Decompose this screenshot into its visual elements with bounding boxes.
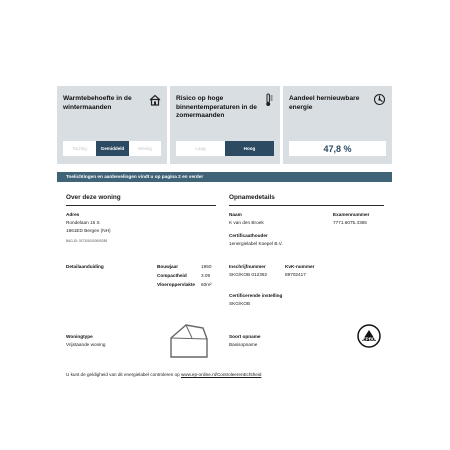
footer-note xyxy=(66,372,261,377)
warmtebehoefte-title: Warmtebehoefte in de wintermaanden xyxy=(63,95,132,111)
hernieuwbaar-value: 47,8 % xyxy=(289,141,386,156)
left-divider xyxy=(66,205,216,206)
over-woning-heading: Over deze woning xyxy=(66,194,121,201)
metric-boxes xyxy=(57,86,392,166)
warmtebehoefte-box xyxy=(57,86,167,164)
detail-label: Detailaanduiding xyxy=(66,264,104,269)
compactheid-label: Compactheid xyxy=(157,273,187,278)
inschrijfnummer-value: SKG/KOB 012382 xyxy=(229,272,268,277)
kvk-label: KvK-nummer xyxy=(285,264,315,269)
naam-value: K van den Broek xyxy=(229,220,264,225)
bouwjaar-label: Bouwjaar xyxy=(157,264,179,269)
renewable-icon xyxy=(373,93,386,111)
option-laag: Laag xyxy=(195,146,206,151)
examennummer-label: Examennummer xyxy=(333,212,370,217)
warmtebehoefte-scale xyxy=(63,141,161,156)
house-outline-icon xyxy=(167,322,211,365)
woningtype-label: Woningtype xyxy=(66,334,93,339)
certificaathouder-value: 1energielabel Koepel B.V. xyxy=(229,241,283,246)
svg-text:EPBD: EPBD xyxy=(362,336,376,342)
risico-box xyxy=(170,86,280,164)
examennummer-value: 7771.6075.3365 xyxy=(333,220,367,225)
naam-label: Naam xyxy=(229,212,242,217)
soort-opname-label: Soort opname xyxy=(229,334,261,339)
epbd-logo xyxy=(357,324,381,348)
inschrijfnummer-label: Inschrijfnummer xyxy=(229,264,266,269)
risico-title: Risico op hoge binnentemperaturen in de zomermaanden xyxy=(176,95,257,119)
ep-online-link[interactable]: www.ep-online.nl/ControleerenEchtheid xyxy=(180,372,262,377)
instelling-label: Certificerende instelling xyxy=(229,293,283,298)
option-tachtig: Tachtig xyxy=(72,146,87,151)
footer-prefix: U kunt de geldigheid van dit energielabel controleren op xyxy=(66,372,181,377)
house-icon xyxy=(149,93,161,111)
compactheid-value: 3.09 xyxy=(201,273,211,278)
option-weinig: Weinig xyxy=(138,146,152,151)
adres-label: Adres xyxy=(66,212,80,217)
vloeroppervlakte-value: 60m² xyxy=(201,282,212,287)
thermometer-icon xyxy=(262,93,274,112)
opnamedetails-heading: Opnamedetails xyxy=(229,194,275,201)
bouwjaar-value: 1950 xyxy=(201,264,212,269)
right-divider xyxy=(229,205,384,206)
kvk-value: 89702417 xyxy=(285,272,306,277)
energy-label-sheet xyxy=(57,86,392,380)
woningtype-value: Vrijstaande woning xyxy=(66,342,106,347)
toelichting-banner: Toelichtingen en aanbevelingen vindt u op pagina 2 en verder xyxy=(57,172,392,182)
soort-opname-value: Basisopname xyxy=(229,342,258,347)
adres-line1: Rondelaan 16 S xyxy=(66,220,100,225)
hernieuwbaar-title: Aandeel hernieuwbare energie xyxy=(289,95,360,111)
instelling-value: SKG/KOB xyxy=(229,301,251,306)
option-hoog: Hoog xyxy=(225,141,274,156)
bag-id: BAG-ID: 0373010000009289 xyxy=(66,239,108,243)
option-gemiddeld: Gemiddeld xyxy=(96,141,129,156)
risico-scale xyxy=(176,141,274,156)
vloeroppervlakte-label: Vloeroppervlakte xyxy=(157,282,196,287)
hernieuwbaar-box xyxy=(283,86,392,164)
certificaathouder-label: Certificaathouder xyxy=(229,233,268,238)
adres-line2: 1861ED Bergen (NH) xyxy=(66,228,111,233)
